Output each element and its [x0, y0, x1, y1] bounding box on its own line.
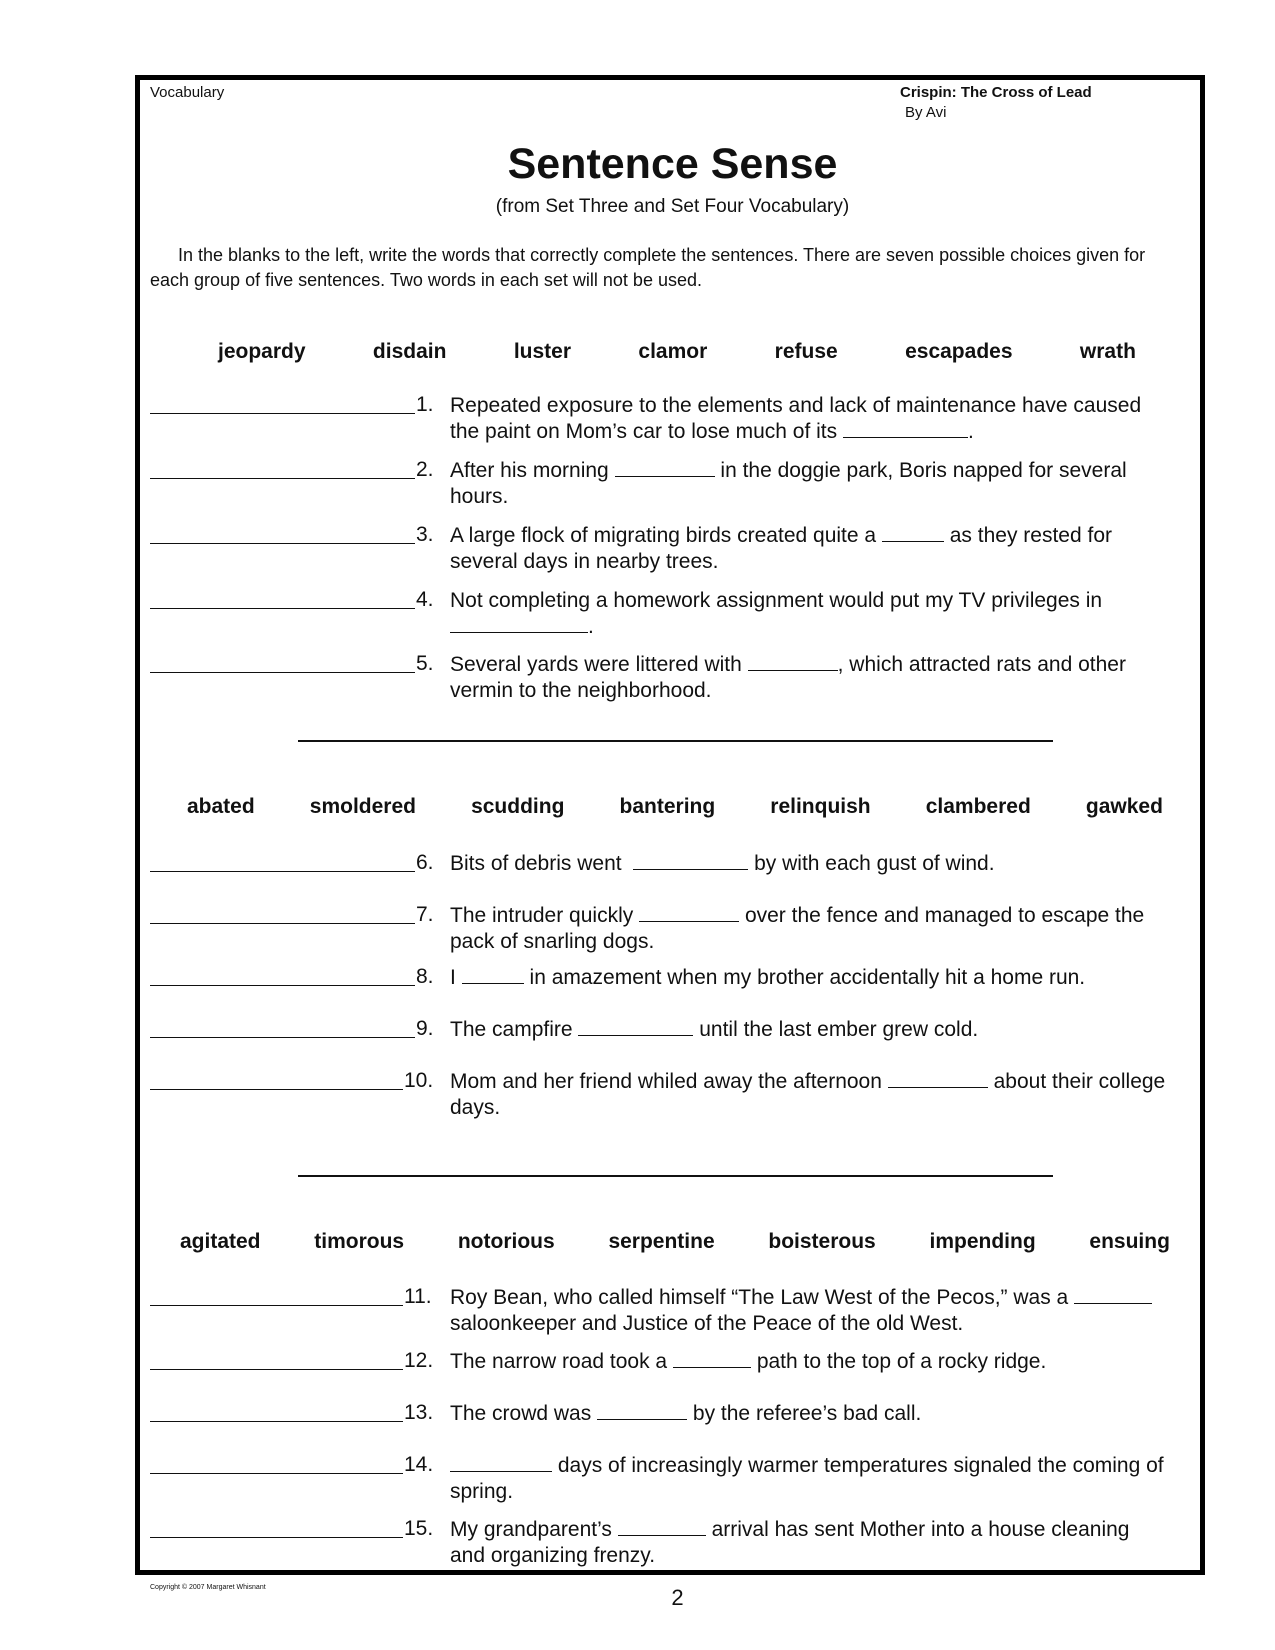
inline-blank	[578, 1017, 693, 1036]
question-text: saloonkeeper and Justice of the Peace of the old West.	[450, 1312, 964, 1335]
word-bank-1	[218, 340, 1136, 364]
question-text: After his morning	[450, 459, 609, 482]
question-text: The campfire	[450, 1018, 573, 1041]
question-number: 3.	[416, 523, 434, 546]
answer-blank-6[interactable]	[150, 871, 415, 872]
inline-blank	[639, 903, 739, 922]
inline-blank	[450, 1453, 552, 1472]
question-13	[450, 1401, 1170, 1427]
word-bank-item: bantering	[619, 795, 716, 818]
word-bank-item: ensuing	[1089, 1230, 1170, 1253]
question-number: 9.	[416, 1017, 434, 1040]
question-number: 4.	[416, 588, 434, 611]
word-bank-2	[187, 795, 1163, 819]
question-text: Repeated exposure to the elements and lack of maintenance have caused the paint on Mom’s car to lose much of its	[450, 394, 1142, 443]
question-text: about their college days.	[450, 1070, 1166, 1119]
word-bank-item: timorous	[314, 1230, 405, 1253]
question-text: Several yards were littered with	[450, 653, 742, 676]
question-text: days of increasingly warmer temperatures signaled the coming of spring.	[450, 1454, 1164, 1503]
question-number: 11.	[404, 1285, 432, 1308]
question-1	[450, 393, 1170, 445]
answer-blank-13[interactable]	[150, 1421, 403, 1422]
question-number: 8.	[416, 965, 434, 988]
question-number: 13.	[404, 1401, 434, 1424]
question-text: Not completing a homework assignment would put my TV privileges in	[450, 589, 1103, 612]
word-bank-item: disdain	[372, 340, 447, 363]
word-bank-item: clambered	[925, 795, 1031, 818]
answer-blank-9[interactable]	[150, 1037, 415, 1038]
inline-blank	[615, 458, 715, 477]
word-bank-item: notorious	[457, 1230, 555, 1253]
question-15	[450, 1517, 1170, 1569]
question-9	[450, 1017, 1170, 1043]
answer-blank-14[interactable]	[150, 1473, 403, 1474]
answer-blank-8[interactable]	[150, 985, 415, 986]
answer-blank-12[interactable]	[150, 1369, 403, 1370]
question-text: The crowd was	[450, 1402, 592, 1425]
question-7	[450, 903, 1170, 955]
question-text: over the fence and managed to escape the pack of snarling dogs.	[450, 904, 1145, 953]
word-bank-item: luster	[513, 340, 572, 363]
question-2	[450, 458, 1170, 510]
question-text: as they rested for several days in nearby trees.	[450, 524, 1112, 573]
question-text: Mom and her friend whiled away the afternoon	[450, 1070, 882, 1093]
header-book-title: Crispin: The Cross of Lead	[900, 84, 1092, 101]
section-divider	[298, 740, 1053, 742]
word-bank-item: jeopardy	[218, 340, 306, 363]
answer-blank-11[interactable]	[150, 1305, 403, 1306]
answer-blank-2[interactable]	[150, 478, 415, 479]
word-bank-item: boisterous	[768, 1230, 876, 1253]
page-title: Sentence Sense	[507, 140, 838, 188]
question-5	[450, 652, 1170, 704]
question-text: , which attracted rats and other vermin to the neighborhood.	[450, 653, 1126, 702]
question-6	[450, 851, 1170, 877]
inline-blank	[843, 419, 968, 438]
question-text: in the doggie park, Boris napped for several hours.	[450, 459, 1127, 508]
page-number: 2	[671, 1585, 684, 1610]
header-author: By Avi	[905, 104, 947, 121]
question-4	[450, 588, 1170, 640]
inline-blank	[462, 965, 524, 984]
word-bank-item: relinquish	[770, 795, 871, 818]
word-bank-item: agitated	[180, 1230, 261, 1253]
inline-blank	[1074, 1285, 1152, 1304]
inline-blank	[633, 851, 748, 870]
word-bank-item: serpentine	[608, 1230, 715, 1253]
question-text: arrival has sent Mother into a house cleaning and organizing frenzy.	[450, 1518, 1130, 1567]
question-text: by the referee’s bad call.	[692, 1402, 922, 1425]
header-subject: Vocabulary	[150, 84, 225, 101]
question-number: 7.	[416, 903, 434, 926]
question-text: The narrow road took a	[450, 1350, 668, 1373]
question-text: I	[450, 966, 456, 989]
question-3	[450, 523, 1170, 575]
question-text: path to the top of a rocky ridge.	[756, 1350, 1047, 1373]
word-bank-3	[180, 1230, 1170, 1254]
question-text: My grandparent’s	[450, 1518, 612, 1541]
instructions-text: In the blanks to the left, write the words that correctly complete the sentences. There are seven possible choices given for each group of five sentences. Two words in each set will not be used.	[150, 245, 1146, 290]
question-text: Roy Bean, who called himself “The Law West of the Pecos,” was a	[450, 1286, 1069, 1309]
answer-blank-5[interactable]	[150, 672, 415, 673]
word-bank-item: scudding	[471, 795, 565, 818]
question-number: 6.	[416, 851, 434, 874]
question-text: A large flock of migrating birds created quite a	[450, 524, 877, 547]
word-bank-item: refuse	[774, 340, 838, 363]
word-bank-item: gawked	[1085, 795, 1163, 818]
inline-blank	[882, 523, 944, 542]
word-bank-item: smoldered	[309, 795, 416, 818]
question-text: until the last ember grew cold.	[699, 1018, 979, 1041]
question-text: .	[967, 420, 974, 443]
question-11	[450, 1285, 1170, 1337]
question-number: 15.	[404, 1517, 434, 1540]
question-text: Bits of debris went	[450, 852, 622, 875]
question-text: .	[588, 615, 594, 638]
question-text: The intruder quickly	[450, 904, 634, 927]
answer-blank-15[interactable]	[150, 1537, 403, 1538]
question-text: in amazement when my brother accidentally hit a home run.	[529, 966, 1086, 989]
answer-blank-10[interactable]	[150, 1089, 403, 1090]
question-number: 14.	[404, 1453, 434, 1476]
word-bank-item: impending	[929, 1230, 1036, 1253]
instructions	[150, 243, 1150, 293]
answer-blank-3[interactable]	[150, 543, 415, 544]
inline-blank	[618, 1517, 706, 1536]
question-8	[450, 965, 1170, 991]
question-number: 10.	[404, 1069, 434, 1092]
page-subtitle: (from Set Three and Set Four Vocabulary)	[495, 196, 850, 217]
inline-blank	[597, 1401, 687, 1420]
word-bank-item: abated	[187, 795, 255, 818]
answer-blank-1[interactable]	[150, 413, 415, 414]
inline-blank	[673, 1349, 751, 1368]
question-14	[450, 1453, 1170, 1505]
question-text: by with each gust of wind.	[754, 852, 995, 875]
word-bank-item: clamor	[638, 340, 708, 363]
question-number: 1.	[416, 393, 434, 416]
question-number: 12.	[404, 1349, 434, 1372]
section-divider	[298, 1175, 1053, 1177]
question-number: 2.	[416, 458, 434, 481]
word-bank-item: escapades	[905, 340, 1013, 363]
answer-blank-4[interactable]	[150, 608, 415, 609]
answer-blank-7[interactable]	[150, 923, 415, 924]
copyright: Copyright © 2007 Margaret Whisnant	[150, 1584, 266, 1591]
inline-blank	[888, 1069, 988, 1088]
question-number: 5.	[416, 652, 434, 675]
word-bank-item: wrath	[1079, 340, 1136, 363]
question-10	[450, 1069, 1170, 1121]
inline-blank	[748, 652, 838, 671]
question-12	[450, 1349, 1170, 1375]
inline-blank	[450, 614, 588, 633]
